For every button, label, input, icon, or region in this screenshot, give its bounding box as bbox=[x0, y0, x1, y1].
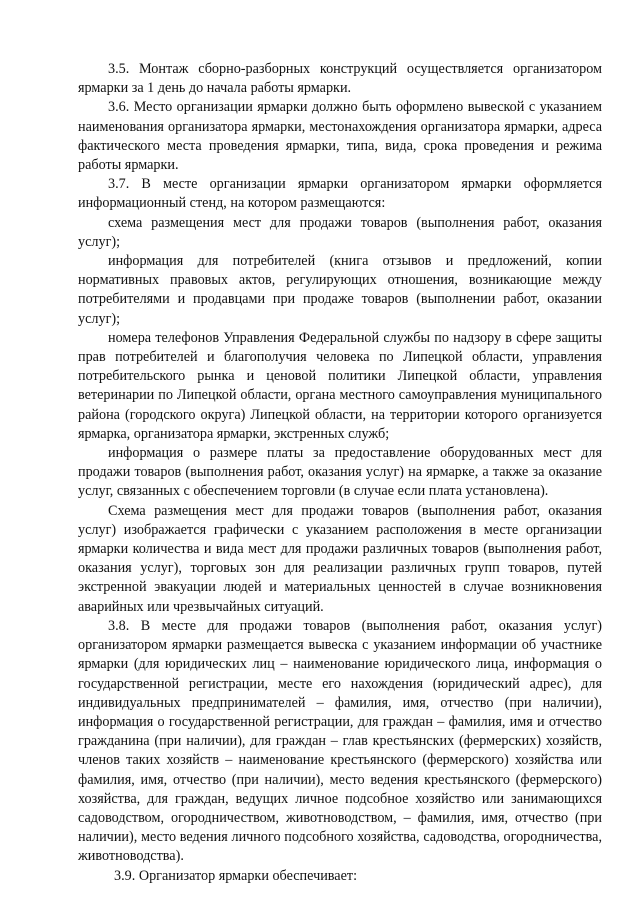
paragraph-3-8: 3.8. В месте для продажи товаров (выполнения работ, оказания услуг) организатором ярмарки размещается вывеска с указанием информации об участнике ярмарки (для юридических лиц – наименование юридического лица, информация о государственной регистрации, месте его нахождения (юридический адрес), для индивидуальных предпринимателей – фамилия, имя, отчество (при наличии), информация о государственной регистрации, для граждан – фамилия, имя и отчество гражданина (при наличии), для граждан – глав крестьянских (фермерских) хозяйств, членов таких хозяйств – наименование крестьянского (фермерского) хозяйства или фамилия, имя, отчество (при наличии), место ведения крестьянского (фермерского) хозяйства, для граждан, ведущих личное подсобное хозяйство или занимающихся садоводством, огородничеством, животноводством, – фамилия, имя, отчество (при наличии), место ведения личного подсобного хозяйства, садоводства, огородничества, животноводства). bbox=[78, 617, 602, 865]
paragraph-3-5: 3.5. Монтаж сборно-разборных конструкций осуществляется организатором ярмарки за 1 день до начала работы ярмарки. bbox=[78, 61, 602, 97]
list-item-scheme: схема размещения мест для продажи товаров (выполнения работ, оказания услуг); bbox=[78, 214, 602, 250]
document-page bbox=[78, 60, 602, 886]
list-item-fee-info: информация о размере платы за предоставление оборудованных мест для продажи товаров (выполнения работ, оказания услуг) на ярмарке, а также за оказание услуг, связанных с обеспечением торговли (в случае если плата установлена). bbox=[78, 445, 602, 500]
paragraph-3-6: 3.6. Место организации ярмарки должно быть оформлено вывеской с указанием наименования организатора ярмарки, местонахождения организатора ярмарки, адреса фактического места проведения ярмарки, типа, вида, срока проведения и режима работы ярмарки. bbox=[78, 99, 602, 174]
list-item-consumer-info: информация для потребителей (книга отзывов и предложений, копии нормативных правовых актов, регулирующих отношения, возникающие между потребителями и продавцами при продаже товаров (выполнении работ, оказании услуг); bbox=[78, 253, 602, 327]
paragraph-3-7: 3.7. В месте организации ярмарки организатором ярмарки оформляется информационный стенд, на котором размещаются: bbox=[78, 176, 602, 212]
paragraph-scheme-description: Схема размещения мест для продажи товаров (выполнения работ, оказания услуг) изображается графически с указанием расположения в месте организации ярмарки количества и вида мест для продажи различных товаров (выполнения работ, оказания услуг), торговых зон для реализации различных групп товаров, путей экстренной эвакуации людей и материальных ценностей в случае возникновения аварийных или чрезвычайных ситуаций. bbox=[78, 502, 602, 615]
paragraph-3-9: 3.9. Организатор ярмарки обеспечивает: bbox=[114, 867, 358, 884]
list-item-phone-numbers: номера телефонов Управления Федеральной службы по надзору в сфере защиты прав потребителей и благополучия человека по Липецкой области, управления потребительского рынка и ценовой политики Липецкой области, управления ветеринарии по Липецкой области, органа местного самоуправления муниципального района (городского округа) Липецкой области, на территории которого организуется ярмарка, организатора ярмарки, экстренных служб; bbox=[78, 329, 602, 442]
